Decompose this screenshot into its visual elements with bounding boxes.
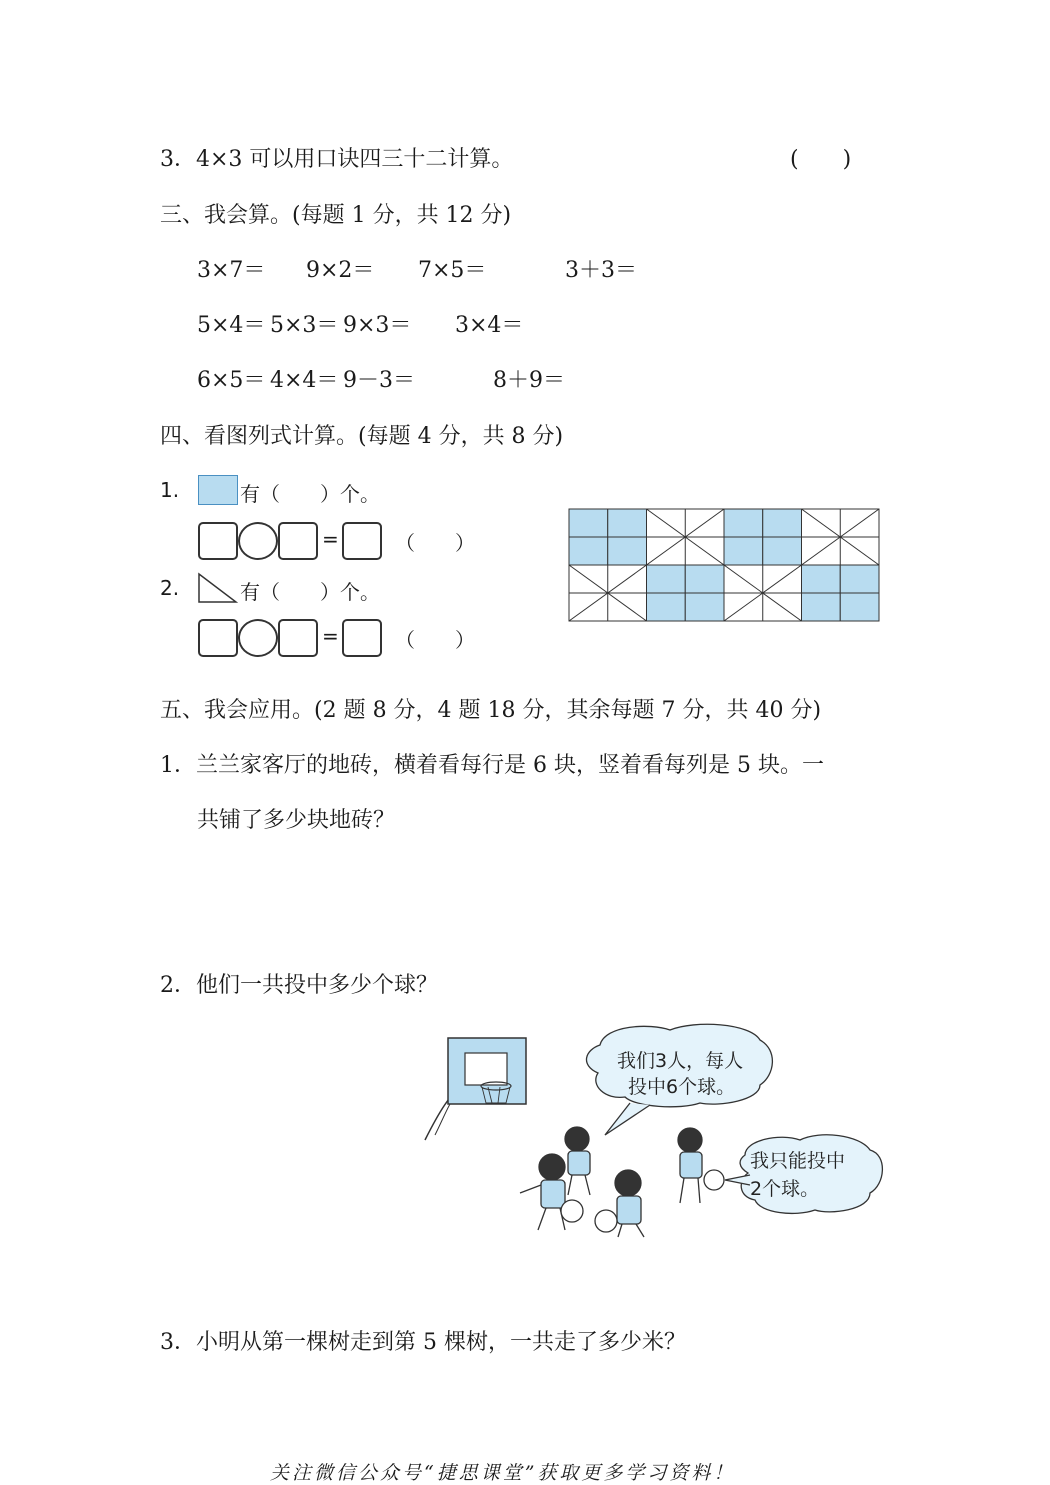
unit-parentheses[interactable]: （ ）	[395, 531, 475, 555]
blue-square-tile	[608, 537, 647, 565]
blue-square-tile	[685, 565, 724, 593]
item-number: 2.	[160, 576, 180, 600]
equals-sign: =	[322, 624, 339, 648]
section-5-heading: 五、我会应用。(2 题 8 分，4 题 18 分，其余每题 7 分，共 40 分)	[160, 698, 822, 723]
tile-grid-figure	[568, 508, 880, 622]
word-problem-1-cont: 共铺了多少块地砖？	[197, 808, 396, 833]
blue-square-tile	[608, 509, 647, 537]
word-problem-2: 2．他们一共投中多少个球？	[160, 973, 438, 998]
footer-notice: 关注微信公众号“捷思课堂”获取更多学习资料！	[270, 1462, 736, 1484]
triangle-shape-icon	[198, 572, 238, 604]
section-3-heading: 三、我会算。(每题 1 分，共 12 分)	[160, 203, 512, 228]
answer-box[interactable]	[278, 619, 318, 657]
calc-item: 5×3＝	[270, 313, 339, 338]
result-box[interactable]	[342, 522, 382, 560]
word-problem-1: 1．兰兰家客厅的地砖，横着看每行是 6 块，竖着看每列是 5 块。一	[160, 753, 824, 778]
basketball-illustration	[420, 1015, 890, 1245]
answer-box[interactable]	[198, 619, 238, 657]
word-problem-3: 3．小明从第一棵树走到第 5 棵树，一共走了多少米？	[160, 1330, 686, 1355]
calc-item: 3×7＝	[197, 258, 266, 283]
result-box[interactable]	[342, 619, 382, 657]
blue-square-tile	[724, 509, 763, 537]
calc-item: 4×4＝	[270, 368, 339, 393]
operator-circle[interactable]	[238, 522, 278, 560]
calc-item: 6×5＝	[197, 368, 266, 393]
blue-square-shape-icon	[198, 475, 238, 505]
blue-square-tile	[840, 593, 879, 621]
section-4-heading: 四、看图列式计算。(每题 4 分，共 8 分)	[160, 424, 564, 449]
blue-square-tile	[569, 537, 608, 565]
answer-parentheses[interactable]: ( )	[790, 147, 852, 172]
answer-box[interactable]	[198, 522, 238, 560]
bubble-1-line-1: 我们3人，每人	[617, 1050, 744, 1072]
calc-item: 3＋3＝	[565, 258, 637, 283]
blue-square-tile	[647, 565, 686, 593]
bubble-2-line-2: 2个球。	[750, 1178, 820, 1200]
count-prompt: 有（ ）个。	[240, 482, 380, 506]
unit-parentheses[interactable]: （ ）	[395, 628, 475, 652]
calc-item: 7×5＝	[418, 258, 487, 283]
bubble-1-line-2: 投中6个球。	[628, 1076, 736, 1098]
item-number: 1.	[160, 478, 180, 502]
calc-item: 5×4＝	[197, 313, 266, 338]
blue-square-tile	[802, 593, 841, 621]
calc-item: 9×3＝	[343, 313, 412, 338]
blue-square-tile	[685, 593, 724, 621]
judgement-item-3: 3．4×3 可以用口诀四三十二计算。	[160, 147, 514, 172]
calc-item: 9×2＝	[306, 258, 375, 283]
count-prompt: 有（ ）个。	[240, 580, 380, 604]
answer-box[interactable]	[278, 522, 318, 560]
blue-square-tile	[840, 565, 879, 593]
blue-square-tile	[802, 565, 841, 593]
calc-item: 8＋9＝	[493, 368, 565, 393]
blue-square-tile	[569, 509, 608, 537]
bubble-2-line-1: 我只能投中	[750, 1150, 846, 1172]
blue-square-tile	[763, 509, 802, 537]
operator-circle[interactable]	[238, 619, 278, 657]
blue-square-tile	[763, 537, 802, 565]
equals-sign: =	[322, 527, 339, 551]
calc-item: 9－3＝	[343, 368, 415, 393]
blue-square-tile	[647, 593, 686, 621]
blue-square-tile	[724, 537, 763, 565]
calc-item: 3×4＝	[455, 313, 524, 338]
